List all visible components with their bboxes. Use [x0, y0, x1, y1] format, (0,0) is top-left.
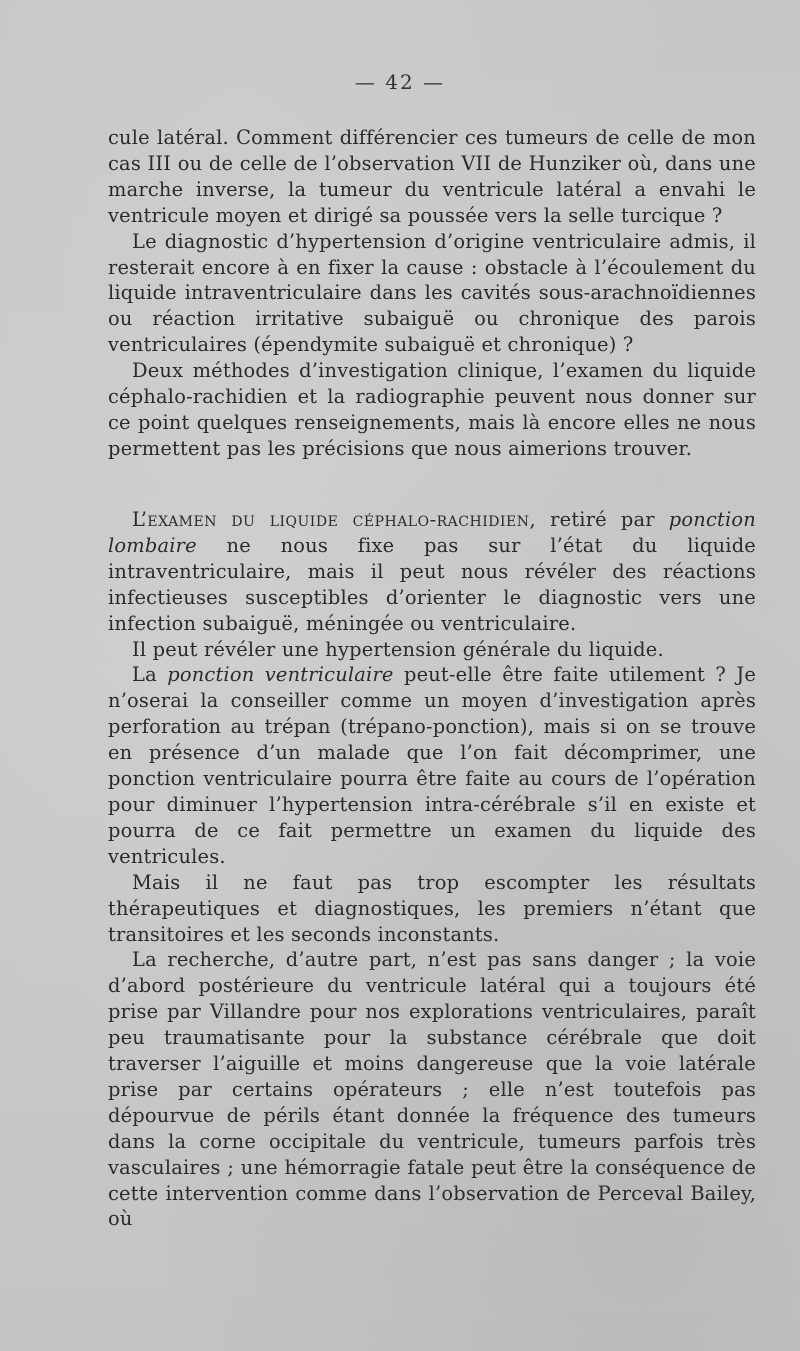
page-number: — 42 —: [354, 70, 446, 94]
paragraph-text: La: [132, 663, 168, 687]
section-heading: L’examen du liquide céphalo-rachidien,: [132, 508, 537, 531]
paragraph: Mais il ne faut pas trop escompter les résultats thérapeutiques et diagnostiques, les premiers n’étant que transitoires et les seconds inconstants.: [108, 870, 756, 946]
paragraph: La recherche, d’autre part, n’est pas sans danger ; la voie d’abord postérieure du ventricule latéral qui a toujours été prise par Villandre pour nos explorations ventriculaires, paraît peu traumatisante pour la substance cérébrale que doit traverser l’aiguille et moins dangereuse que la voie latérale prise par certains opérateurs ; elle n’est toutefois pas dépourvue de périls étant donnée la fréquence des tumeurs dans la corne occipitale du ventricule, tumeurs parfois très vasculaires ; une hémorragie fatale peut être la conséquence de cette intervention comme dans l’observation de Perceval Bailey, où: [108, 948, 756, 1231]
paragraph: [108, 662, 756, 869]
italic-term: ponction ventriculaire: [167, 663, 394, 687]
text-section-1: [108, 125, 756, 462]
paragraph-text: peut-elle être faite utilement ? Je n’oserai la conseiller comme un moyen d’investigation après perforation au trépan (trépano-ponction), mais si on se trouve en présence d’un malade que l’on fait décomprimer, une ponction ventriculaire pourra être faite au cours de l’opération pour diminuer l’hypertension intra-cérébrale s’il en existe et pourra de ce fait permettre un examen du liquide des ventricules.: [108, 663, 756, 868]
paragraph: cule latéral. Comment différencier ces tumeurs de celle de mon cas III ou de celle de l’observation VII de Hunziker où, dans une marche inverse, la tumeur du ventricule latéral a envahi le ventricule moyen et dirigé sa poussée vers la selle turcique ?: [108, 126, 756, 227]
paragraph: Il peut révéler une hypertension générale du liquide.: [132, 637, 664, 661]
paragraph-text: ne nous fixe pas sur l’état du liquide intraventriculaire, mais il peut nous révéler des réactions infectieuses susceptibles d’orienter le diagnostic vers une infection subaiguë, méningée ou ventriculaire.: [108, 533, 756, 635]
paragraph-text: retiré par: [536, 508, 669, 531]
paragraph: Le diagnostic d’hypertension d’origine ventriculaire admis, il resterait encore à en fixer la cause : obstacle à l’écoulement du liquide intraventriculaire dans les cavités sous-arachnoïdiennes ou réaction irritative subaiguë ou chronique des parois ventriculaires (épendymite subaiguë et chronique) ?: [108, 229, 756, 357]
italic-term: ponction lombaire: [108, 508, 756, 557]
paragraph: Deux méthodes d’investigation clinique, l’examen du liquide céphalo-rachidien et la radiographie peuvent nous donner sur ce point quelques renseignements, mais là encore elles ne nous permettent pas les précisions que nous aimerions trouver.: [108, 359, 756, 460]
paragraph: [108, 507, 756, 637]
text-section-2: [108, 507, 756, 1232]
